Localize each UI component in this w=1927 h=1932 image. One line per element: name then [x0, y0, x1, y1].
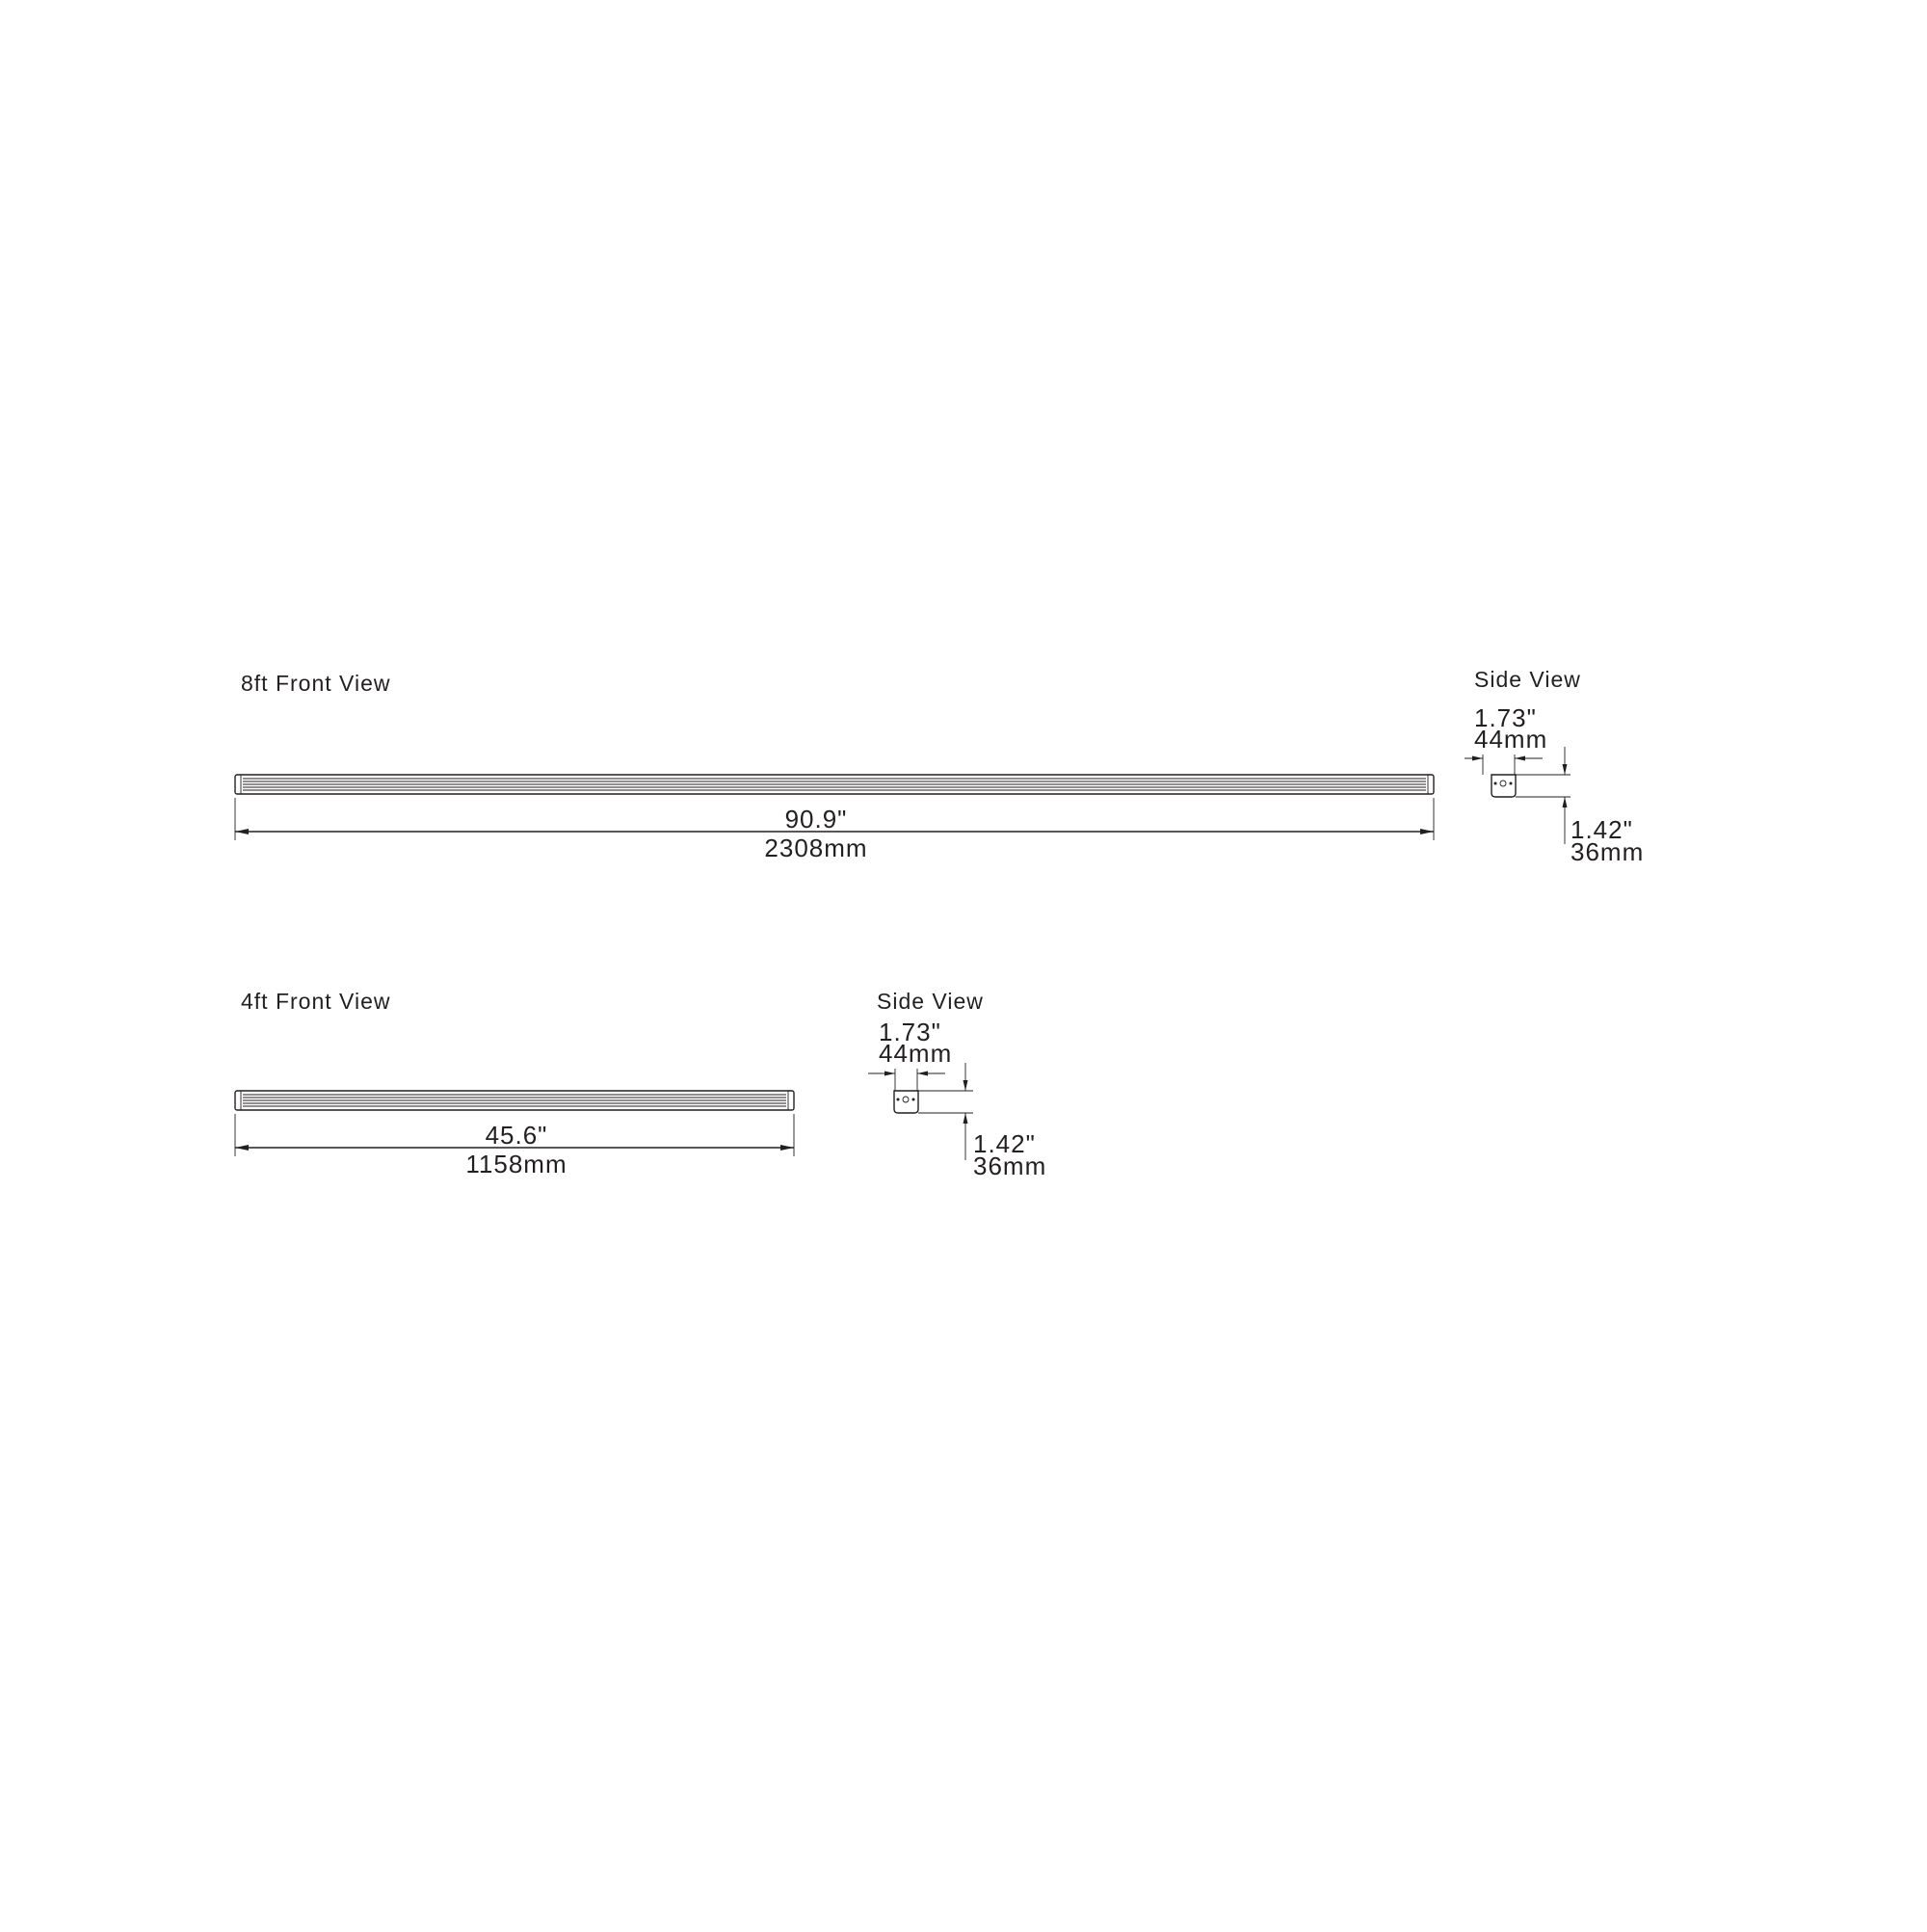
- side-height-dimension-4ft: [964, 1063, 968, 1160]
- side-width-dimension-4ft: [868, 1069, 945, 1091]
- fixture-body-4ft: [235, 1091, 794, 1110]
- side-view-4ft: [868, 989, 1046, 1180]
- length-inches-4ft: 45.6": [485, 1121, 548, 1150]
- side-width-mm-4ft: 44mm: [879, 1039, 953, 1068]
- front-view-4ft: [235, 989, 794, 1178]
- side-width-inches-8ft: 1.73": [1474, 703, 1537, 732]
- front-view-8ft: [235, 671, 1434, 862]
- side-height-inches-8ft: 1.42": [1571, 815, 1633, 844]
- side-view-4ft-title: Side View: [877, 989, 984, 1014]
- length-mm-4ft: 1158mm: [465, 1150, 568, 1178]
- front-view-4ft-title: 4ft Front View: [241, 989, 391, 1014]
- fixture-body-8ft: [235, 775, 1434, 794]
- length-mm-8ft: 2308mm: [764, 834, 868, 862]
- front-view-8ft-title: 8ft Front View: [241, 671, 391, 696]
- side-width-inches-4ft: 1.73": [879, 1018, 941, 1046]
- length-inches-8ft: 90.9": [784, 805, 848, 834]
- side-width-mm-8ft: 44mm: [1474, 725, 1548, 754]
- side-height-mm-4ft: 36mm: [973, 1151, 1047, 1180]
- side-profile-4ft: [894, 1091, 973, 1113]
- side-profile-8ft: [1491, 775, 1571, 797]
- side-view-8ft-title: Side View: [1474, 667, 1581, 692]
- side-height-dimension-8ft: [1563, 747, 1568, 844]
- side-width-dimension-8ft: [1465, 754, 1543, 775]
- side-view-8ft: [1465, 667, 1644, 866]
- side-height-inches-4ft: 1.42": [973, 1129, 1036, 1158]
- side-height-mm-8ft: 36mm: [1571, 837, 1645, 866]
